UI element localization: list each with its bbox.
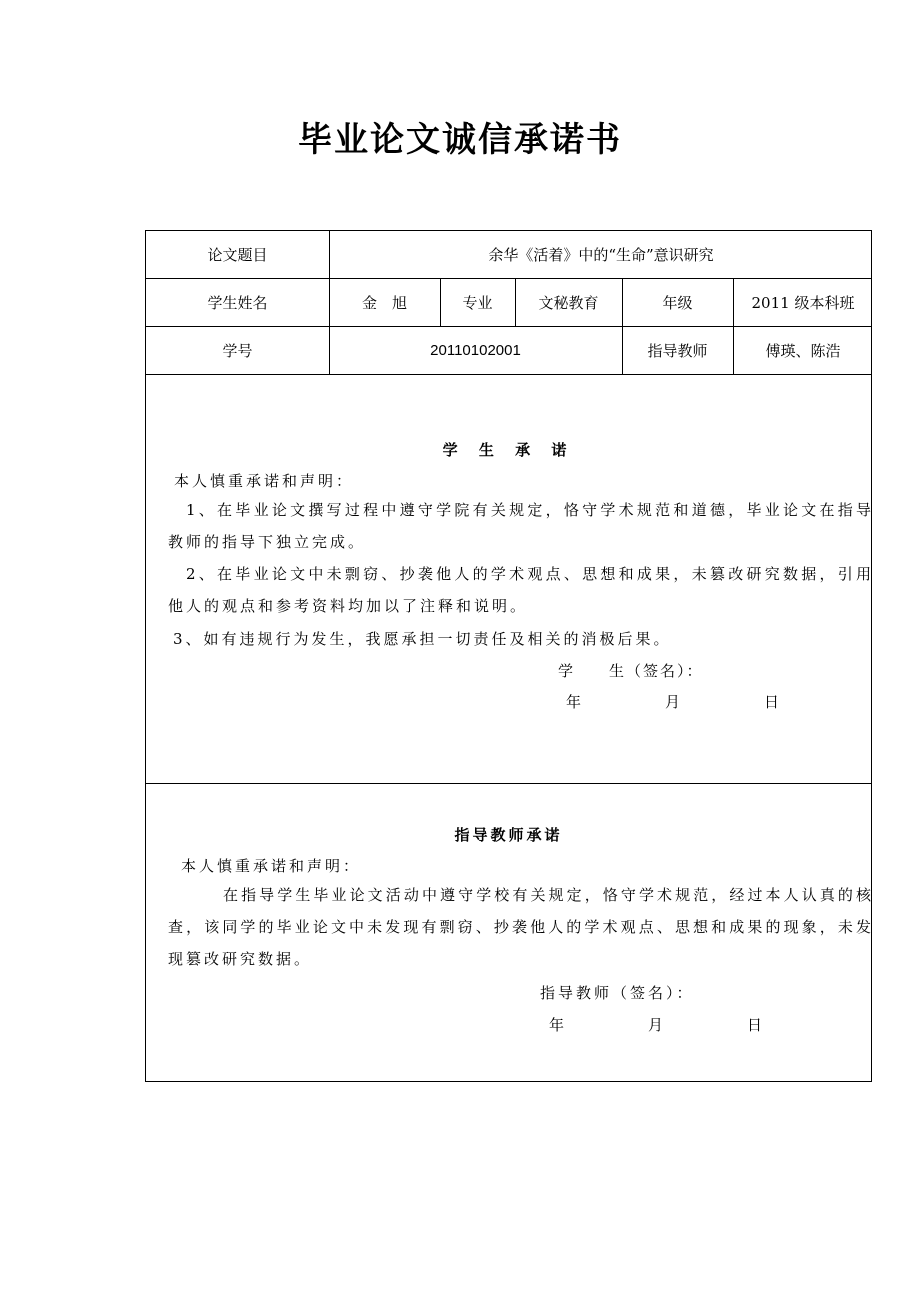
student-name-label: 学生姓名: [207, 293, 268, 312]
student-pledge-heading: 学 生 承 诺: [442, 441, 575, 459]
thesis-title-value: 余华《活着》中的“生命”意识研究: [488, 246, 714, 264]
student-id-label: 学号: [222, 341, 253, 360]
student-pledge-item-2: 2、在毕业论文中未剽窃、抄袭他人的学术观点、思想和成果，未篡改研究数据，引用他人的观点和参考资料均加以了注释和说明。: [168, 565, 874, 615]
advisor-date-line: 年 月 日: [549, 1016, 781, 1034]
student-pledge-item-3: 3、如有违规行为发生，我愿承担一切责任及相关的消极后果。: [173, 630, 672, 648]
student-pledge-item-1: 1、在毕业论文撰写过程中遵守学院有关规定，恪守学术规范和道德，毕业论文在指导教师的指导下独立完成。: [168, 501, 874, 551]
document-title: 毕业论文诚信承诺书: [298, 120, 622, 160]
student-id-value: 20110102001: [430, 341, 521, 359]
advisor-label: 指导教师: [647, 341, 708, 360]
thesis-title-label: 论文题目: [207, 246, 268, 264]
advisor-pledge-heading: 指导教师承诺: [454, 826, 563, 844]
advisor-value: 傅瑛、陈浩: [765, 341, 841, 360]
advisor-pledge-intro: 本人慎重承诺和声明：: [181, 857, 362, 875]
major-value: 文秘教育: [538, 293, 599, 312]
student-signature-line: 学 生（签名）：: [558, 662, 704, 680]
student-pledge-intro: 本人慎重承诺和声明：: [174, 472, 355, 490]
grade-label: 年级: [662, 293, 693, 312]
major-label: 专业: [462, 293, 493, 312]
section-divider: [146, 783, 871, 784]
pledge-form-table: [145, 230, 872, 1082]
advisor-pledge-body: 在指导学生毕业论文活动中遵守学校有关规定，恪守学术规范，经过本人认真的核查，该同学的毕业论文中未发现有剽窃、抄袭他人的学术观点、思想和成果的现象，未发现篡改研究数据。: [168, 886, 874, 968]
advisor-signature-line: 指导教师（签名）：: [540, 984, 695, 1002]
student-date-line: 年 月 日: [566, 693, 798, 711]
row-divider: [146, 374, 871, 375]
grade-value: 2011 级本科班: [751, 293, 855, 312]
student-name-value: 金 旭: [361, 293, 407, 312]
